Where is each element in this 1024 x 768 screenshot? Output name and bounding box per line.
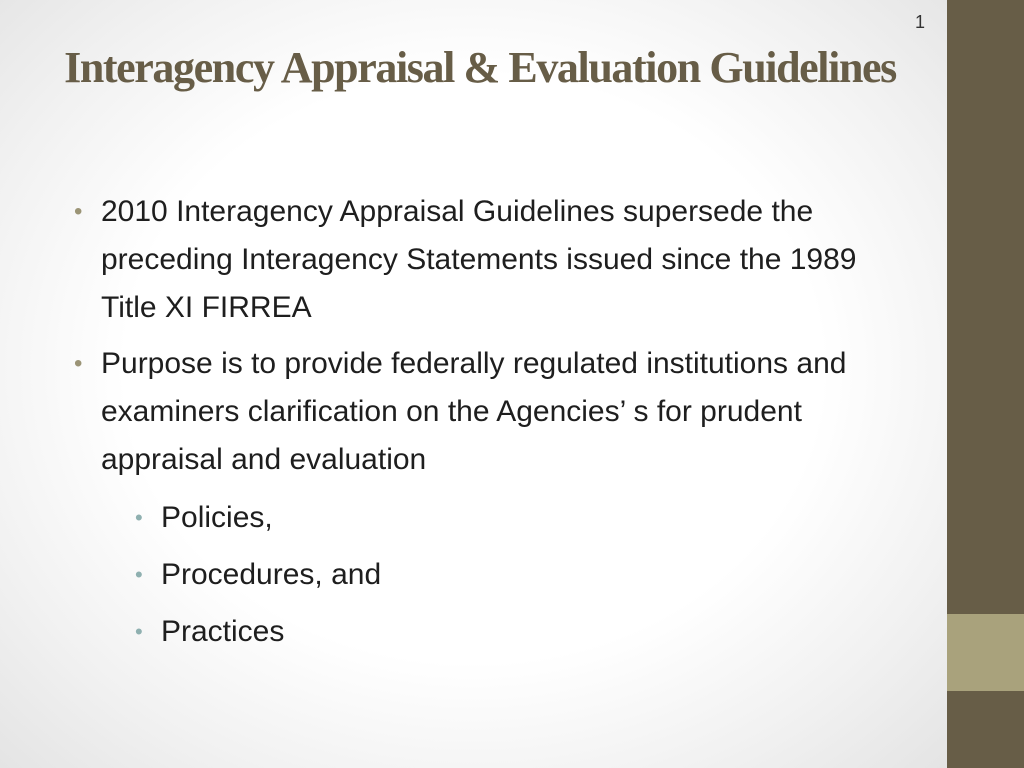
sub-bullet-text: Procedures, and (161, 558, 382, 591)
sub-bullet-icon: • (135, 619, 143, 644)
sub-bullet-item (101, 495, 914, 541)
side-accent-block (947, 614, 1024, 691)
bullet-list (74, 188, 914, 663)
sub-bullet-list (101, 495, 914, 655)
slide-number: 1 (914, 12, 925, 32)
sub-bullet-item (101, 609, 914, 655)
bullet-icon: • (74, 350, 83, 377)
bullet-icon: • (74, 198, 83, 225)
bullet-item (74, 340, 914, 655)
sub-bullet-icon: • (135, 505, 143, 530)
sub-bullet-item (101, 552, 914, 598)
bullet-text: 2010 Interagency Appraisal Guidelines supersede the preceding Interagency Statements issued since the 1989 Title XI FIRREA (101, 195, 857, 324)
slide-title: Interagency Appraisal & Evaluation Guidelines (64, 43, 896, 92)
bullet-text: Purpose is to provide federally regulated institutions and examiners clarification on the Agencies’ s for prudent appraisal and evaluation (101, 347, 847, 476)
sub-bullet-text: Policies, (161, 501, 273, 534)
sub-bullet-icon: • (135, 562, 143, 587)
sub-bullet-text: Practices (161, 615, 285, 648)
bullet-item (74, 188, 914, 332)
